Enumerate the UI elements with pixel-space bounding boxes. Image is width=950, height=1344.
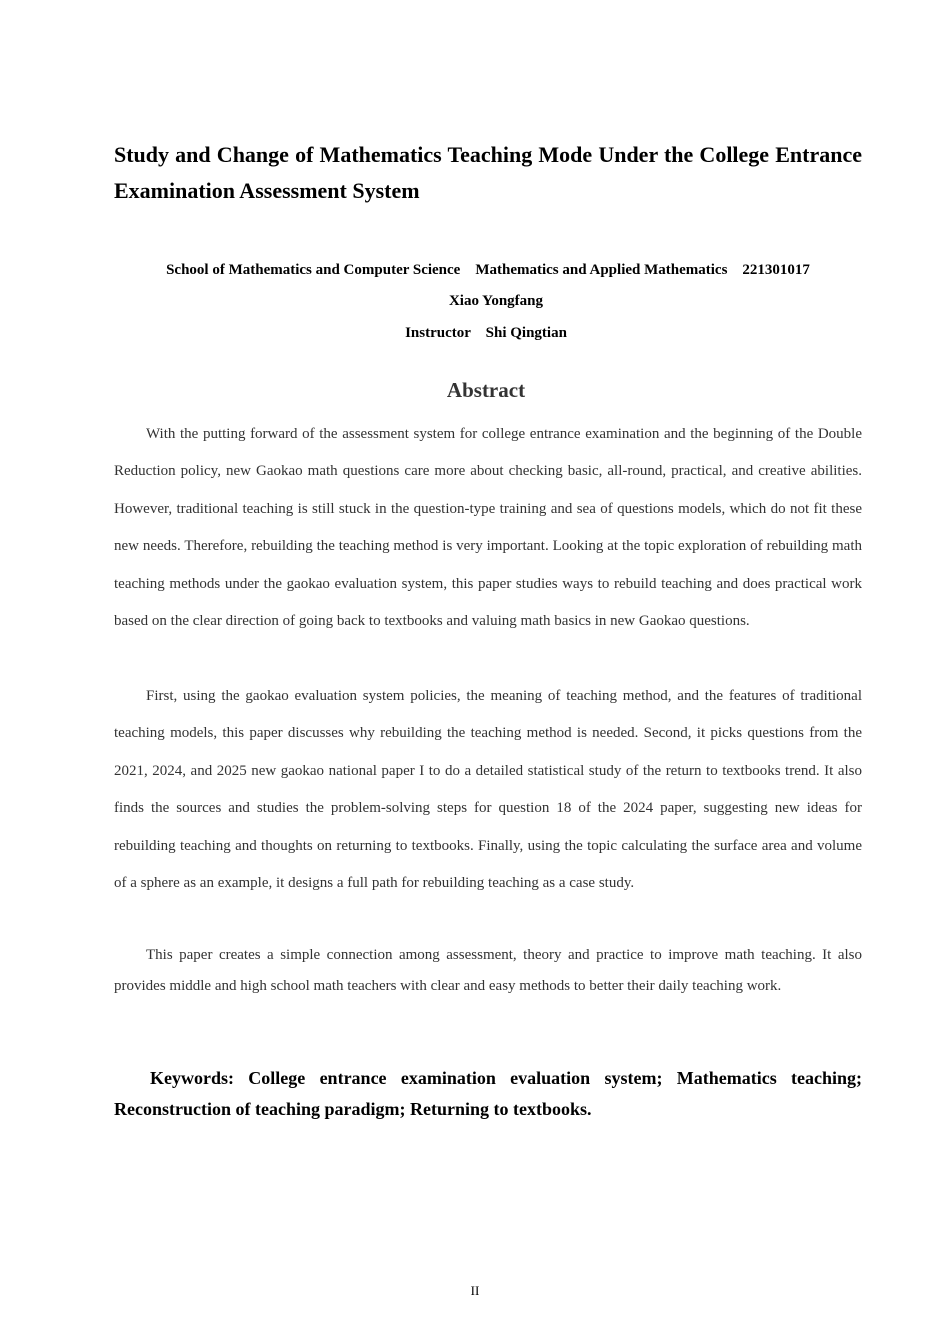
instructor-line: Instructor Shi Qingtian [405,325,567,341]
page-number: II [470,1283,480,1298]
abstract-heading: Abstract [446,378,526,402]
keywords: Keywords: College entrance examination evaluation system; Mathematics teaching; Reconstruction of teaching paradigm; Returning to textbooks. [114,1068,862,1119]
author-affiliation: School of Mathematics and Computer Science Mathematics and Applied Mathematics 221301017 [166,262,810,278]
abstract-paragraph: This paper creates a simple connection among assessment, theory and practice to improve math teaching. It also provides middle and high school math teachers with clear and easy methods to better their daily teaching work. [114,947,862,994]
abstract-paragraph: First, using the gaokao evaluation system policies, the meaning of teaching method, and the features of traditional teaching models, this paper discusses why rebuilding the teaching method is needed. Second, it picks questions from the 2021, 2024, and 2025 new gaokao national paper I to do a detailed statistical study of the return to textbooks trend. It also finds the sources and studies the problem-solving steps for question 18 of the 2024 paper, suggesting new ideas for rebuilding teaching and thoughts on returning to textbooks. Finally, using the topic calculating the surface area and volume of a sphere as an example, it designs a full path for rebuilding teaching as a case study. [114,688,862,892]
abstract-paragraph: With the putting forward of the assessment system for college entrance examination and the beginning of the Double Reduction policy, new Gaokao math questions care more about checking basic, all-round, practical, and creative abilities. However, traditional teaching is still stuck in the question-type training and sea of questions models, which do not fit these new needs. Therefore, rebuilding the teaching method is very important. Looking at the topic exploration of rebuilding math teaching methods under the gaokao evaluation system, this paper studies ways to rebuild teaching and does practical work based on the clear direction of going back to textbooks and valuing math basics in new Gaokao questions. [114,426,862,630]
author-name: Xiao Yongfang [448,293,544,309]
paper-title: Study and Change of Mathematics Teaching Mode Under the College Entrance Examination Assessment System [114,142,862,203]
